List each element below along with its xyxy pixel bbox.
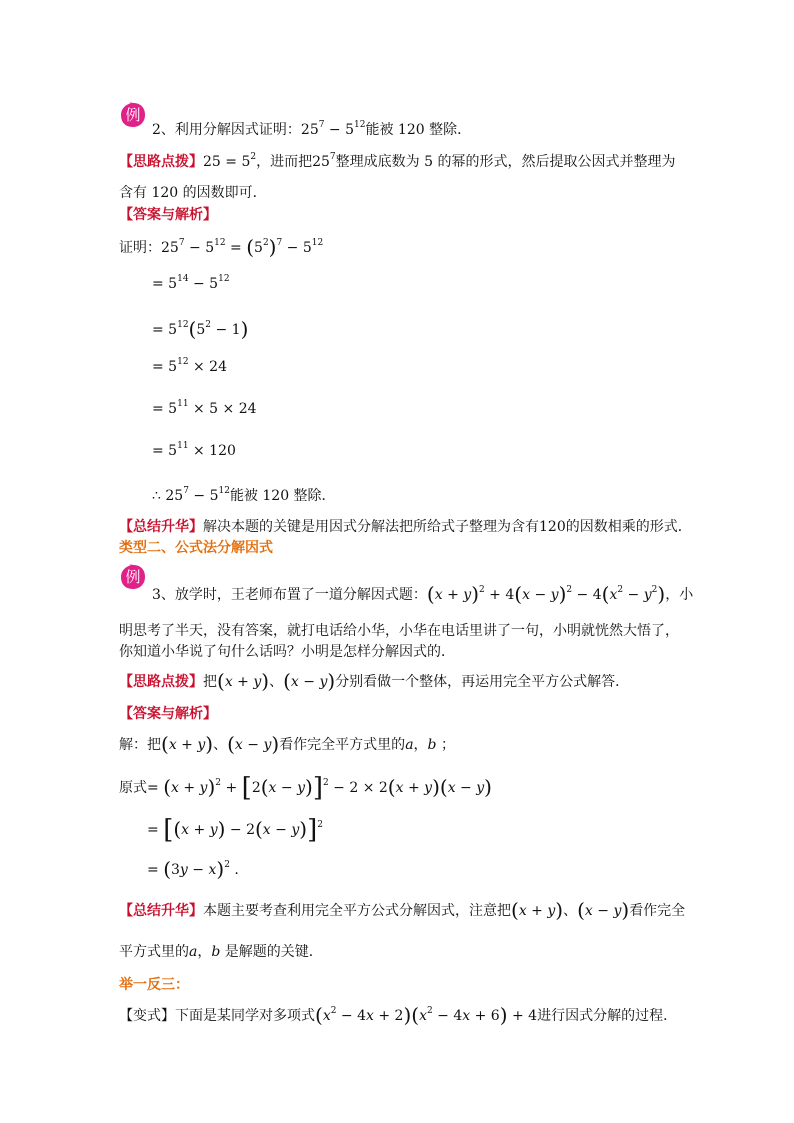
example-badge-icon xyxy=(120,564,146,590)
example-badge-icon xyxy=(120,102,146,128)
practice-heading: 举一反三： xyxy=(119,977,189,993)
example-3-question-line1: 3、放学时，王老师布置了一道分解因式题：$(x + y)^2 + 4(x - y)^2 - 4(x^2 - y^2)$，小 xyxy=(152,582,694,606)
tip-tag: 【思路点拨】 xyxy=(119,154,203,170)
svg-text:例: 例 xyxy=(125,568,141,586)
proof-line-4: = $5^{12} \times 24$ xyxy=(152,357,227,375)
type-heading: 类型二、公式法分解因式 xyxy=(119,540,273,556)
ex3-summary-line2: 平方式里的a，b 是解题的关键． xyxy=(119,944,323,960)
variant-problem: 【变式】下面是某同学对多项式$(x^2 - 4x + 2)(x^2 - 4x + 6) + 4$进行因式分解的过程． xyxy=(119,1003,678,1027)
example-3-question-line3: 你知道小华说了句什么话吗？小明是怎样分解因式的． xyxy=(119,644,455,660)
solution-line-1: 解：把(x + y)、(x − y)看作完全平方式里的a，b ； xyxy=(119,732,455,756)
ex2-tip-line2: 含有 120 的因数即可． xyxy=(119,185,267,201)
solution-line-2: 原式= $(x + y)^2 + [2(x - y)]^2 - 2 \times 2(x + y)(x - y)$ xyxy=(119,773,492,803)
svg-text:例: 例 xyxy=(125,106,141,124)
ex3-tip: 【思路点拨】把(x + y)、(x − y)分别看做一个整体，再运用完全平方公式解答． xyxy=(119,669,630,693)
solution-line-4: = $(3y - x)^2$ . xyxy=(147,857,239,881)
variant-tag: 【变式】 xyxy=(119,1008,175,1024)
proof-line-3: = $5^{12}(5^2 - 1)$ xyxy=(152,317,249,341)
ex2-summary: 【总结升华】解决本题的关键是用因式分解法把所给式子整理为含有120的因数相乘的形式． xyxy=(119,519,692,535)
example-3-question-line2: 明思考了半天，没有答案，就打电话给小华，小华在电话里讲了一句，小明就恍然大悟了， xyxy=(119,623,679,639)
answer-tag: 【答案与解析】 xyxy=(119,706,217,722)
solution-line-3: = $[(x + y) - 2(x - y)]^2$ xyxy=(147,815,323,845)
question-text: 2、利用分解因式证明： xyxy=(152,122,301,138)
example-2-question xyxy=(152,119,471,139)
proof-line-1: 证明：$25^7 - 5^{12} = (5^2)^7 - 5^{12}$ xyxy=(119,235,324,259)
proof-line-6: = $5^{11} \times 120$ xyxy=(152,441,236,459)
formula: $25^7 - 5^{12}$ xyxy=(300,120,366,138)
ex3-summary-line1: 【总结升华】本题主要考查利用完全平方公式分解因式，注意把(x + y)、(x − y)看作完全 xyxy=(119,898,686,922)
proof-line-2: = $5^{14} - 5^{12}$ xyxy=(152,274,230,292)
question-suffix: 能被 120 整除． xyxy=(365,122,472,138)
proof-conclusion: ∴ $25^7 - 5^{12}$能被 120 整除． xyxy=(152,486,336,504)
ex2-tip-line1: 【思路点拨】$25 = 5^2$，进而把$25^7$整理成底数为 5 的幂的形式，然后提取公因式并整理为 xyxy=(119,152,676,170)
proof-line-5: = $5^{11} \times 5 \times 24$ xyxy=(152,399,257,417)
answer-tag: 【答案与解析】 xyxy=(119,207,217,223)
